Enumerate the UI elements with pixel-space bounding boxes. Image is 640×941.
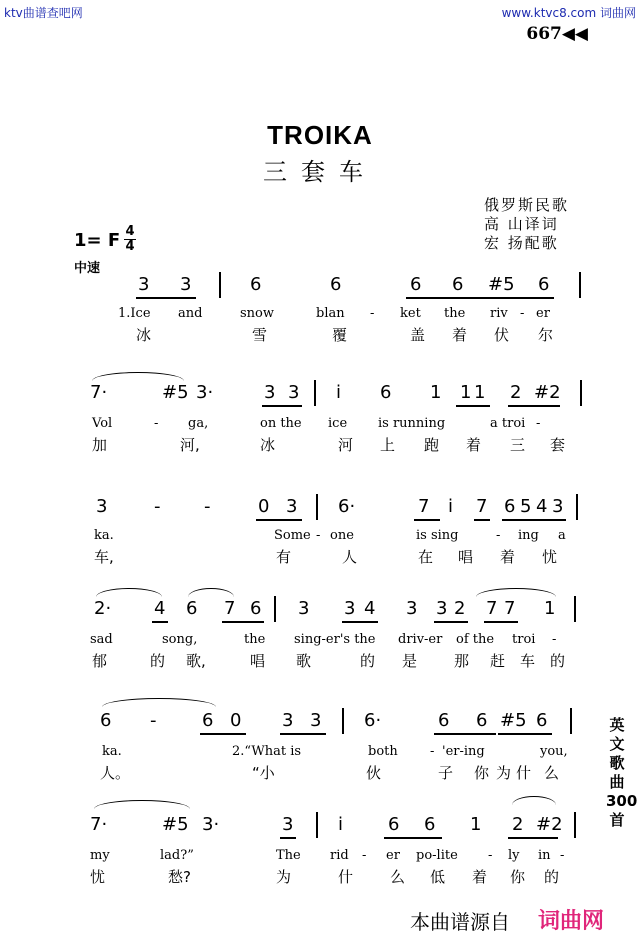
lyric-zh: 套 [550,436,566,454]
note: 2 [512,814,524,835]
lyric-en: - [154,416,159,431]
note: i [336,382,342,403]
bar-line [316,812,318,838]
bar-line [574,812,576,838]
note: 3 [180,274,192,295]
note: 4 [154,598,166,619]
lyric-zh: 着 [452,326,468,344]
lyric-en: po-lite [416,848,458,863]
lyric-zh: 那 [454,652,470,670]
slur [188,588,234,597]
note: 6 [504,496,516,517]
lyric-en: ga, [188,416,209,431]
note: 1 [430,382,442,403]
lyric-zh: 盖 [410,326,426,344]
bar-line [574,596,576,622]
note: i [338,814,344,835]
note: 3· [202,814,220,835]
footer-source-text: 本曲谱源自 [410,910,510,934]
lyric-zh: 郁 [92,652,108,670]
lyric-zh: 雪 [252,326,268,344]
beam [222,621,264,623]
note: 0 [230,710,242,731]
time-signature [124,226,136,253]
beam [456,405,490,407]
lyric-zh: 歌 [296,652,312,670]
note: 5 [520,496,532,517]
lyric-zh: 河 [338,436,354,454]
note: 3 [138,274,150,295]
lyric-zh: 在 [418,548,434,566]
lyric-zh: 伙 [366,764,382,782]
lyric-zh: 什 [516,764,532,782]
note: - [204,496,211,517]
lyric-en: of the [456,632,495,647]
lyric-zh: 着 [466,436,482,454]
lyric-en: the [444,306,466,321]
lyric-zh: 人。 [100,764,131,782]
lyric-zh: 你 [510,868,526,886]
beam [484,621,518,623]
lyric-en: the [244,632,266,647]
lyric-en: - [552,632,557,647]
lyric-en: - [536,416,541,431]
note: 1 [460,382,472,403]
note: 6 [438,710,450,731]
watermark-right: www.ktvc8.com 词曲网 [501,6,636,20]
lyric-en: is sing [416,528,459,543]
lyric-zh: “小 [252,764,275,782]
lyric-en: ice [328,416,348,431]
note: #5 [162,814,189,835]
bar-line [219,272,221,298]
lyric-zh: 人 [342,548,358,566]
note: 7· [90,814,108,835]
note: 6 [202,710,214,731]
meter-top: 4 [125,224,135,239]
tempo-marking: 中速 [74,261,101,276]
note: 6 [250,274,262,295]
note: 3 [298,598,310,619]
note: 3 [436,598,448,619]
lyric-zh: 的 [550,652,566,670]
beam [152,621,168,623]
score-row-5 [80,692,590,812]
lyric-zh: 的 [150,652,166,670]
bar-line [570,708,572,734]
lyric-en: in [538,848,551,863]
beam [502,519,566,521]
beam [508,837,558,839]
lyric-zh: 忧 [542,548,558,566]
note: 7 [476,496,488,517]
lyric-en: you, [540,744,568,759]
lyric-zh: 的 [360,652,376,670]
lyric-en: a troi [490,416,526,431]
lyric-zh: 尔 [538,326,554,344]
beam [256,519,302,521]
note: 6 [452,274,464,295]
lyric-en: blan [316,306,345,321]
note: 1 [470,814,482,835]
lyric-zh: 歌, [186,652,206,670]
lyric-zh: 忧 [90,868,106,886]
note: 3 [552,496,564,517]
lyric-en: 2.“What is [232,744,302,759]
lyric-zh: 有 [276,548,292,566]
slur [102,698,216,707]
lyric-zh: 车, [94,548,114,566]
lyric-en: both [368,744,398,759]
beam [280,837,296,839]
lyric-zh: 三 [510,436,526,454]
note: 6 [424,814,436,835]
note: #5 [162,382,189,403]
bar-line [580,380,582,406]
lyric-en: riv [490,306,508,321]
beam [434,621,468,623]
bar-line [274,596,276,622]
beam [434,733,496,735]
lyric-zh: 为 [496,764,512,782]
score-row-4 [80,584,590,704]
lyric-en: 1.Ice [118,306,151,321]
lyric-en: a [558,528,566,543]
beam [200,733,246,735]
lyric-en: er [536,306,550,321]
lyric-zh: 么 [544,764,560,782]
song-subtitle: 三套车 [263,158,377,186]
beam [280,733,326,735]
lyric-en: The [276,848,301,863]
slur [96,588,162,597]
key-signature: 1= F [74,230,121,251]
lyric-zh: 的 [544,868,560,886]
lyric-zh: 为 [276,868,292,886]
note: 6 [186,598,198,619]
lyric-en: rid [330,848,349,863]
bar-line [342,708,344,734]
note: 7 [504,598,516,619]
note: 0 [258,496,270,517]
lyric-en: - [316,528,321,543]
credit-origin: 俄罗斯民歌 [484,196,570,214]
lyric-en: snow [240,306,274,321]
note: 6 [538,274,550,295]
lyric-en: lad?” [160,848,194,863]
credit-translator: 高 山译词 [484,215,559,233]
note: 6 [100,710,112,731]
note: - [154,496,161,517]
bar-line [314,380,316,406]
beam [498,733,552,735]
lyric-en: ly [508,848,520,863]
note: 3 [288,382,300,403]
note: 7 [224,598,236,619]
lyric-zh: 加 [92,436,108,454]
note: 2· [94,598,112,619]
slur [512,796,556,805]
note: #5 [500,710,527,731]
note: 3 [96,496,108,517]
note: 6 [250,598,262,619]
side-caption: 英文歌曲300首 [606,716,638,829]
lyric-zh: 子 [438,764,454,782]
lyric-zh: 愁? [168,868,191,886]
lyric-zh: 是 [402,652,418,670]
lyric-zh: 着 [500,548,516,566]
page-number: 667◀◀ [526,24,588,44]
lyric-en: ket [400,306,421,321]
lyric-en: - [496,528,501,543]
note: 3 [344,598,356,619]
note: 1 [474,382,486,403]
lyric-zh: 唱 [458,548,474,566]
note: 3 [282,710,294,731]
note: i [448,496,454,517]
note: 4 [536,496,548,517]
note: 6 [330,274,342,295]
note: - [150,710,157,731]
lyric-en: is running [378,416,446,431]
bar-line [576,494,578,520]
lyric-en: one [330,528,354,543]
lyric-en: my [90,848,110,863]
lyric-zh: 着 [472,868,488,886]
watermark-left: ktv曲谱查吧网 [4,6,83,20]
note: 6 [410,274,422,295]
note: 6 [388,814,400,835]
note: 3· [196,382,214,403]
meter-bottom: 4 [125,239,135,254]
beam [508,405,560,407]
lyric-zh: 你 [474,764,490,782]
bar-line [579,272,581,298]
note: 6· [364,710,382,731]
note: #5 [488,274,515,295]
note: 7 [418,496,430,517]
lyric-en: - [488,848,493,863]
note: 2 [454,598,466,619]
score-row-2 [80,372,590,492]
song-title: TROIKA [267,120,373,150]
lyric-zh: 低 [430,868,446,886]
note: 6 [536,710,548,731]
footer-site-logo: 词曲网 [538,909,605,934]
lyric-zh: 跑 [424,436,440,454]
lyric-en: sad [90,632,113,647]
lyric-zh: 唱 [250,652,266,670]
slur [476,588,556,597]
beam [384,837,442,839]
slur [92,372,184,381]
lyric-zh: 伏 [494,326,510,344]
note: 7· [90,382,108,403]
note: 1 [544,598,556,619]
note: 4 [364,598,376,619]
credit-arranger: 宏 扬配歌 [484,234,559,252]
lyric-en: - [362,848,367,863]
lyric-en: driv-er [398,632,443,647]
note: 6 [380,382,392,403]
lyric-en: and [178,306,203,321]
lyric-en: - [430,744,435,759]
bar-line [316,494,318,520]
beam [414,519,440,521]
lyric-zh: 覆 [332,326,348,344]
score-row-6 [80,796,590,916]
lyric-zh: 什 [338,868,354,886]
note: 3 [282,814,294,835]
note: #2 [536,814,563,835]
lyric-en: 'er-ing [442,744,485,759]
note: 3 [406,598,418,619]
beam [262,405,302,407]
lyric-en: - [370,306,375,321]
lyric-zh: 车 [520,652,536,670]
lyric-en: Some [274,528,311,543]
lyric-en: troi [512,632,536,647]
lyric-en: song, [162,632,198,647]
note: 7 [486,598,498,619]
note: 6· [338,496,356,517]
lyric-zh: 冰 [260,436,276,454]
lyric-en: ka. [94,528,114,543]
slur [94,800,190,809]
lyric-en: ing [518,528,539,543]
lyric-zh: 冰 [136,326,152,344]
note: 6 [476,710,488,731]
beam [342,621,378,623]
lyric-en: - [560,848,565,863]
note: 3 [264,382,276,403]
lyric-en: on the [260,416,302,431]
note: #2 [534,382,561,403]
lyric-en: er [386,848,400,863]
lyric-en: Vol [92,416,113,431]
beam [474,519,490,521]
note: 2 [510,382,522,403]
beam [136,297,196,299]
lyric-en: ka. [102,744,122,759]
note: 3 [310,710,322,731]
lyric-zh: 么 [390,868,406,886]
lyric-zh: 赶 [490,652,506,670]
note: 3 [286,496,298,517]
beam [406,297,554,299]
lyric-en: - [520,306,525,321]
lyric-en: sing-er's the [294,632,376,647]
lyric-zh: 河, [180,436,200,454]
lyric-zh: 上 [380,436,396,454]
